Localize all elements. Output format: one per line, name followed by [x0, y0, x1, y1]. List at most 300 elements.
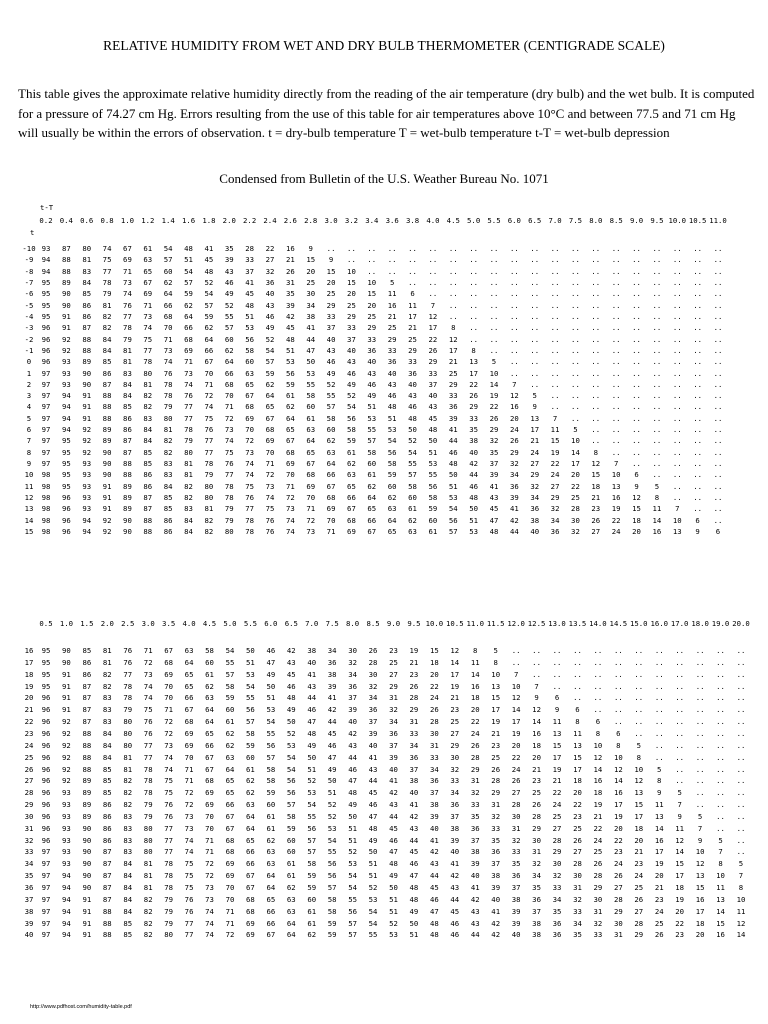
humidity-cell: 61	[225, 717, 235, 727]
humidity-cell: 19	[654, 859, 664, 869]
humidity-cell: ..	[448, 266, 458, 276]
humidity-cell: 15	[550, 436, 560, 446]
humidity-cell: 11	[387, 289, 397, 299]
humidity-cell: 43	[224, 266, 234, 276]
humidity-cell: 38	[450, 823, 460, 833]
humidity-cell: 73	[205, 894, 214, 904]
humidity-cell: 5	[738, 859, 744, 869]
humidity-cell: 9	[657, 788, 662, 798]
humidity-cell: 88	[102, 402, 112, 412]
dry-bulb-row-label: t	[30, 228, 35, 237]
humidity-cell: 86	[143, 481, 153, 491]
humidity-cell: 73	[143, 311, 153, 321]
humidity-cell: 64	[285, 413, 295, 423]
humidity-cell: 19	[450, 681, 460, 691]
humidity-cell: 64	[204, 334, 214, 344]
humidity-cell: 49	[307, 740, 317, 750]
humidity-cell: 66	[266, 906, 276, 916]
humidity-cell: 14	[613, 776, 623, 786]
humidity-cell: 86	[82, 300, 92, 310]
column-header: 4.0	[182, 619, 196, 628]
humidity-cell: ..	[408, 255, 417, 265]
humidity-cell: 83	[143, 413, 153, 423]
humidity-cell: 70	[225, 894, 235, 904]
humidity-cell: 76	[123, 646, 133, 655]
humidity-cell: 27	[550, 481, 560, 491]
humidity-cell: 74	[285, 515, 295, 525]
humidity-cell: 74	[285, 527, 295, 536]
humidity-cell: ..	[736, 705, 746, 715]
humidity-cell: 68	[224, 379, 234, 389]
column-header: 5.5	[243, 619, 257, 628]
humidity-cell: 26	[409, 681, 419, 691]
humidity-cell: 47	[389, 847, 398, 857]
humidity-cell: 48	[389, 859, 398, 869]
humidity-cell: ..	[716, 693, 725, 703]
humidity-cell: 20	[347, 289, 356, 299]
humidity-cell: 93	[82, 504, 92, 514]
humidity-cell: 78	[143, 357, 153, 367]
humidity-cell: ..	[693, 255, 703, 265]
humidity-cell: 50	[286, 717, 296, 727]
humidity-cell: ..	[736, 811, 746, 821]
humidity-cell: 81	[123, 357, 132, 367]
humidity-cell: 33	[552, 883, 562, 892]
humidity-cell: 43	[367, 368, 377, 378]
humidity-cell: 31	[285, 277, 295, 287]
humidity-cell: 38	[409, 776, 419, 786]
humidity-cell: 64	[326, 459, 336, 469]
row-temperature-label: 36	[24, 883, 34, 892]
humidity-cell: 7	[513, 669, 519, 679]
column-header: 3.6	[385, 216, 399, 225]
humidity-cell: ..	[693, 334, 703, 344]
column-header: 11.0	[466, 619, 485, 628]
humidity-cell: 51	[448, 481, 458, 491]
humidity-cell: 23	[573, 811, 582, 821]
humidity-cell: 30	[532, 835, 541, 845]
humidity-cell: 90	[82, 379, 92, 389]
humidity-cell: 29	[613, 906, 623, 916]
humidity-cell: ..	[611, 379, 621, 389]
humidity-cell: 9	[534, 693, 539, 703]
row-temperature-label: 15	[24, 527, 34, 536]
humidity-cell: ..	[448, 300, 458, 310]
humidity-cell: 37	[409, 764, 419, 774]
humidity-cell: 36	[367, 345, 377, 355]
humidity-cell: 75	[184, 859, 194, 869]
humidity-cell: 84	[123, 871, 133, 881]
humidity-cell: 68	[184, 717, 194, 727]
humidity-cell: 41	[306, 323, 316, 333]
humidity-cell: 74	[265, 493, 275, 503]
humidity-cell: 54	[307, 800, 317, 810]
humidity-cell: ..	[693, 244, 703, 253]
humidity-cell: 78	[245, 515, 255, 525]
column-header: 12.0	[507, 619, 525, 628]
humidity-cell: 54	[347, 402, 356, 412]
humidity-cell: 29	[448, 379, 458, 389]
humidity-cell: 47	[368, 811, 378, 821]
humidity-cell: 36	[470, 823, 480, 833]
humidity-cell: 25	[552, 811, 562, 821]
humidity-cell: 79	[123, 705, 133, 715]
column-header: 14.5	[609, 619, 628, 628]
humidity-cell: 54	[348, 871, 358, 881]
humidity-cell: ..	[713, 447, 723, 457]
humidity-cell: 43	[348, 740, 358, 750]
humidity-cell: 93	[61, 379, 71, 389]
humidity-cell: ..	[571, 368, 580, 378]
column-header: 5.0	[467, 216, 481, 225]
humidity-cell: 95	[41, 657, 51, 667]
humidity-cell: 78	[123, 323, 132, 333]
humidity-cell: 14	[654, 823, 664, 833]
humidity-cell: 32	[530, 481, 540, 491]
humidity-cell: 21	[285, 255, 295, 265]
humidity-cell: ..	[571, 323, 580, 333]
humidity-cell: 37	[532, 906, 541, 916]
humidity-cell: 25	[571, 493, 580, 503]
humidity-cell: 72	[204, 391, 214, 401]
humidity-cell: 74	[164, 764, 174, 774]
humidity-cell: 54	[348, 883, 358, 892]
humidity-cell: 88	[82, 764, 92, 774]
humidity-cell: 85	[123, 402, 132, 412]
humidity-cell: 76	[184, 906, 194, 916]
humidity-cell: 27	[265, 255, 275, 265]
humidity-cell: 63	[143, 255, 153, 265]
humidity-cell: 89	[123, 481, 132, 491]
humidity-cell: 44	[409, 835, 419, 845]
humidity-cell: 26	[654, 930, 664, 940]
humidity-cell: ..	[509, 277, 519, 287]
humidity-cell: 22	[489, 402, 499, 412]
humidity-cell: ..	[652, 436, 662, 446]
humidity-cell: 21	[408, 323, 417, 333]
humidity-cell: ..	[408, 266, 417, 276]
humidity-cell: 33	[511, 847, 521, 857]
humidity-cell: 53	[327, 823, 337, 833]
humidity-cell: 37	[368, 717, 378, 727]
humidity-cell: 52	[347, 391, 356, 401]
humidity-cell: ..	[672, 311, 682, 321]
humidity-cell: 50	[469, 504, 479, 514]
humidity-cell: 76	[265, 527, 275, 536]
humidity-cell: 20	[367, 300, 377, 310]
humidity-cell: 9	[308, 244, 313, 253]
humidity-cell: 67	[184, 705, 194, 715]
humidity-cell: 71	[184, 776, 194, 786]
humidity-cell: ..	[593, 705, 603, 715]
humidity-cell: ..	[652, 334, 662, 344]
column-header: 7.0	[548, 216, 562, 225]
humidity-cell: ..	[550, 345, 560, 355]
humidity-cell: 64	[205, 717, 214, 727]
humidity-cell: ..	[675, 776, 685, 786]
humidity-cell: 80	[143, 847, 153, 857]
humidity-cell: 82	[184, 481, 193, 491]
humidity-cell: 27	[634, 906, 644, 916]
humidity-cell: 68	[347, 515, 356, 525]
humidity-cell: 66	[367, 515, 377, 525]
humidity-cell: ..	[530, 277, 540, 287]
humidity-cell: 92	[62, 764, 71, 774]
humidity-cell: 88	[143, 515, 153, 525]
humidity-cell: 10	[736, 894, 746, 904]
humidity-cell: 65	[225, 788, 235, 798]
humidity-cell: 94	[61, 391, 71, 401]
row-temperature-label: 3	[26, 391, 32, 401]
humidity-cell: 86	[102, 368, 112, 378]
humidity-cell: 62	[286, 883, 296, 892]
humidity-cell: 89	[61, 277, 71, 287]
humidity-cell: ..	[652, 323, 662, 333]
humidity-cell: 20	[695, 930, 705, 940]
humidity-cell: 19	[511, 728, 521, 738]
humidity-cell: 89	[82, 811, 92, 821]
humidity-cell: 15	[552, 740, 562, 750]
humidity-cell: ..	[634, 669, 644, 679]
column-header: 3.8	[405, 216, 420, 225]
humidity-cell: 87	[143, 493, 153, 503]
humidity-cell: 51	[245, 311, 255, 321]
humidity-cell: 32	[265, 266, 275, 276]
humidity-cell: 94	[62, 906, 71, 916]
humidity-cell: 62	[265, 379, 275, 389]
humidity-cell: 21	[552, 776, 562, 786]
humidity-cell: 43	[470, 906, 480, 916]
humidity-cell: 82	[184, 493, 193, 503]
humidity-cell: 81	[204, 504, 214, 514]
column-header: 0.8	[100, 216, 114, 225]
humidity-cell: ..	[716, 705, 725, 715]
humidity-cell: ..	[509, 311, 519, 321]
humidity-cell: 73	[184, 368, 193, 378]
humidity-cell: 48	[448, 459, 458, 469]
humidity-cell: 88	[82, 728, 92, 738]
humidity-cell: ..	[672, 300, 682, 310]
humidity-cell: 66	[204, 345, 214, 355]
humidity-cell: 60	[286, 847, 296, 857]
humidity-cell: 17	[613, 800, 623, 810]
humidity-cell: 16	[611, 493, 621, 503]
humidity-cell: 73	[164, 740, 174, 750]
humidity-cell: 52	[204, 277, 214, 287]
humidity-cell: 36	[348, 681, 358, 691]
humidity-cell: 82	[143, 402, 153, 412]
humidity-cell: 46	[450, 930, 460, 940]
humidity-cell: 79	[224, 504, 234, 514]
humidity-cell: ..	[713, 345, 723, 355]
humidity-cell: ..	[693, 266, 703, 276]
humidity-cell: 79	[123, 334, 132, 344]
humidity-cell: ..	[652, 459, 662, 469]
humidity-cell: 15	[573, 752, 582, 762]
humidity-cell: ..	[716, 740, 725, 750]
humidity-cell: 37	[245, 266, 255, 276]
humidity-cell: 73	[245, 447, 255, 457]
humidity-cell: 59	[285, 379, 295, 389]
humidity-cell: 62	[224, 345, 234, 355]
humidity-cell: 91	[102, 493, 112, 503]
humidity-cell: 36	[552, 918, 562, 928]
humidity-cell: 33	[387, 345, 397, 355]
humidity-cell: 41	[429, 835, 439, 845]
column-header: 4.5	[446, 216, 460, 225]
humidity-cell: 39	[429, 811, 439, 821]
humidity-cell: 51	[184, 255, 193, 265]
humidity-cell: 39	[489, 470, 499, 480]
humidity-cell: 17	[428, 323, 438, 333]
humidity-cell: 97	[41, 918, 51, 928]
humidity-cell: 69	[306, 481, 316, 491]
humidity-cell: 79	[143, 800, 153, 810]
humidity-cell: 48	[204, 266, 214, 276]
humidity-cell: 37	[347, 334, 356, 344]
humidity-cell: 73	[224, 425, 234, 435]
humidity-cell: 42	[409, 811, 419, 821]
humidity-cell: ..	[634, 657, 644, 667]
humidity-cell: 86	[143, 470, 153, 480]
humidity-cell: 82	[204, 515, 214, 525]
humidity-cell: 49	[326, 368, 336, 378]
humidity-cell: ..	[713, 436, 723, 446]
humidity-cell: 34	[389, 717, 398, 727]
humidity-cell: 53	[368, 894, 378, 904]
humidity-cell: 97	[41, 859, 51, 869]
humidity-cell: 82	[143, 918, 153, 928]
humidity-cell: ..	[634, 693, 644, 703]
humidity-cell: 38	[429, 800, 439, 810]
humidity-cell: 77	[204, 436, 214, 446]
humidity-cell: ..	[530, 379, 540, 389]
humidity-cell: 33	[593, 930, 603, 940]
humidity-cell: 78	[143, 764, 153, 774]
humidity-cell: ..	[652, 311, 662, 321]
humidity-cell: 35	[470, 811, 480, 821]
humidity-cell: ..	[613, 669, 623, 679]
humidity-cell: 75	[184, 871, 194, 881]
humidity-cell: ..	[632, 311, 641, 321]
humidity-cell: 61	[205, 669, 214, 679]
humidity-cell: 36	[509, 481, 519, 491]
humidity-cell: 73	[285, 504, 295, 514]
humidity-cell: 40	[265, 289, 275, 299]
humidity-cell: 15	[306, 255, 316, 265]
humidity-cell: 5	[532, 391, 537, 401]
humidity-cell: 13	[695, 871, 705, 881]
humidity-cell: ..	[552, 669, 562, 679]
humidity-cell: 7	[738, 871, 744, 881]
humidity-cell: 30	[429, 728, 439, 738]
humidity-cell: ..	[408, 244, 417, 253]
humidity-cell: ..	[509, 357, 519, 367]
humidity-cell: ..	[632, 391, 641, 401]
humidity-cell: 64	[184, 657, 194, 667]
humidity-cell: 85	[123, 930, 133, 940]
humidity-cell: 45	[429, 883, 439, 892]
humidity-cell: 58	[307, 859, 317, 869]
humidity-cell: ..	[652, 266, 662, 276]
humidity-cell: 49	[347, 379, 356, 389]
humidity-cell: ..	[591, 311, 601, 321]
humidity-cell: 89	[123, 504, 132, 514]
row-temperature-label: -7	[24, 277, 34, 287]
humidity-cell: 41	[489, 481, 499, 491]
humidity-cell: ..	[632, 300, 641, 310]
humidity-cell: 56	[327, 859, 337, 869]
humidity-cell: 33	[409, 728, 419, 738]
humidity-cell: 57	[326, 402, 336, 412]
humidity-cell: 28	[571, 504, 580, 514]
humidity-cell: 98	[41, 470, 51, 480]
humidity-cell: 8	[471, 345, 476, 355]
humidity-cell: 97	[41, 402, 51, 412]
humidity-cell: ..	[693, 436, 703, 446]
humidity-cell: 25	[573, 823, 582, 833]
row-temperature-label: 21	[24, 705, 34, 715]
humidity-cell: 5	[491, 357, 497, 367]
humidity-cell: 70	[285, 470, 295, 480]
humidity-cell: 88	[123, 459, 132, 469]
humidity-cell: 42	[469, 459, 479, 469]
humidity-cell: ..	[571, 266, 580, 276]
humidity-cell: 25	[326, 289, 336, 299]
humidity-cell: 86	[123, 425, 132, 435]
humidity-cell: 74	[184, 379, 193, 389]
humidity-cell: 69	[184, 345, 193, 355]
humidity-cell: 44	[509, 527, 519, 536]
humidity-cell: ..	[571, 289, 580, 299]
humidity-cell: 72	[143, 657, 153, 667]
humidity-cell: 41	[470, 883, 480, 892]
humidity-cell: 80	[164, 930, 174, 940]
humidity-cell: 78	[245, 527, 255, 536]
humidity-cell: 32	[532, 859, 541, 869]
humidity-cell: ..	[469, 334, 479, 344]
humidity-cell: 63	[347, 470, 356, 480]
humidity-cell: 89	[102, 436, 112, 446]
humidity-cell: ..	[713, 244, 723, 253]
humidity-cell: 54	[225, 646, 235, 655]
humidity-cell: 11	[652, 504, 662, 514]
humidity-cell: 92	[102, 515, 112, 525]
humidity-cell: 57	[224, 323, 234, 333]
humidity-cell: 88	[123, 470, 132, 480]
humidity-cell: 45	[286, 669, 296, 679]
column-header: 13.0	[548, 619, 566, 628]
humidity-cell: 84	[123, 391, 132, 401]
humidity-cell: 14	[652, 515, 662, 525]
humidity-cell: ..	[489, 334, 499, 344]
humidity-cell: 42	[327, 705, 337, 715]
humidity-cell: 39	[224, 255, 234, 265]
humidity-cell: 52	[389, 918, 398, 928]
humidity-cell: 81	[102, 646, 112, 655]
humidity-cell: 59	[204, 311, 214, 321]
humidity-cell: 44	[450, 894, 460, 904]
humidity-cell: ..	[489, 345, 499, 355]
humidity-cell: 28	[532, 811, 541, 821]
humidity-cell: 14	[716, 906, 725, 916]
humidity-cell: ..	[611, 300, 621, 310]
column-header: 11.5	[486, 619, 505, 628]
humidity-cell: 95	[41, 681, 51, 691]
humidity-cell: 97	[41, 883, 51, 892]
humidity-cell: 82	[123, 776, 133, 786]
humidity-cell: 36	[511, 871, 521, 881]
